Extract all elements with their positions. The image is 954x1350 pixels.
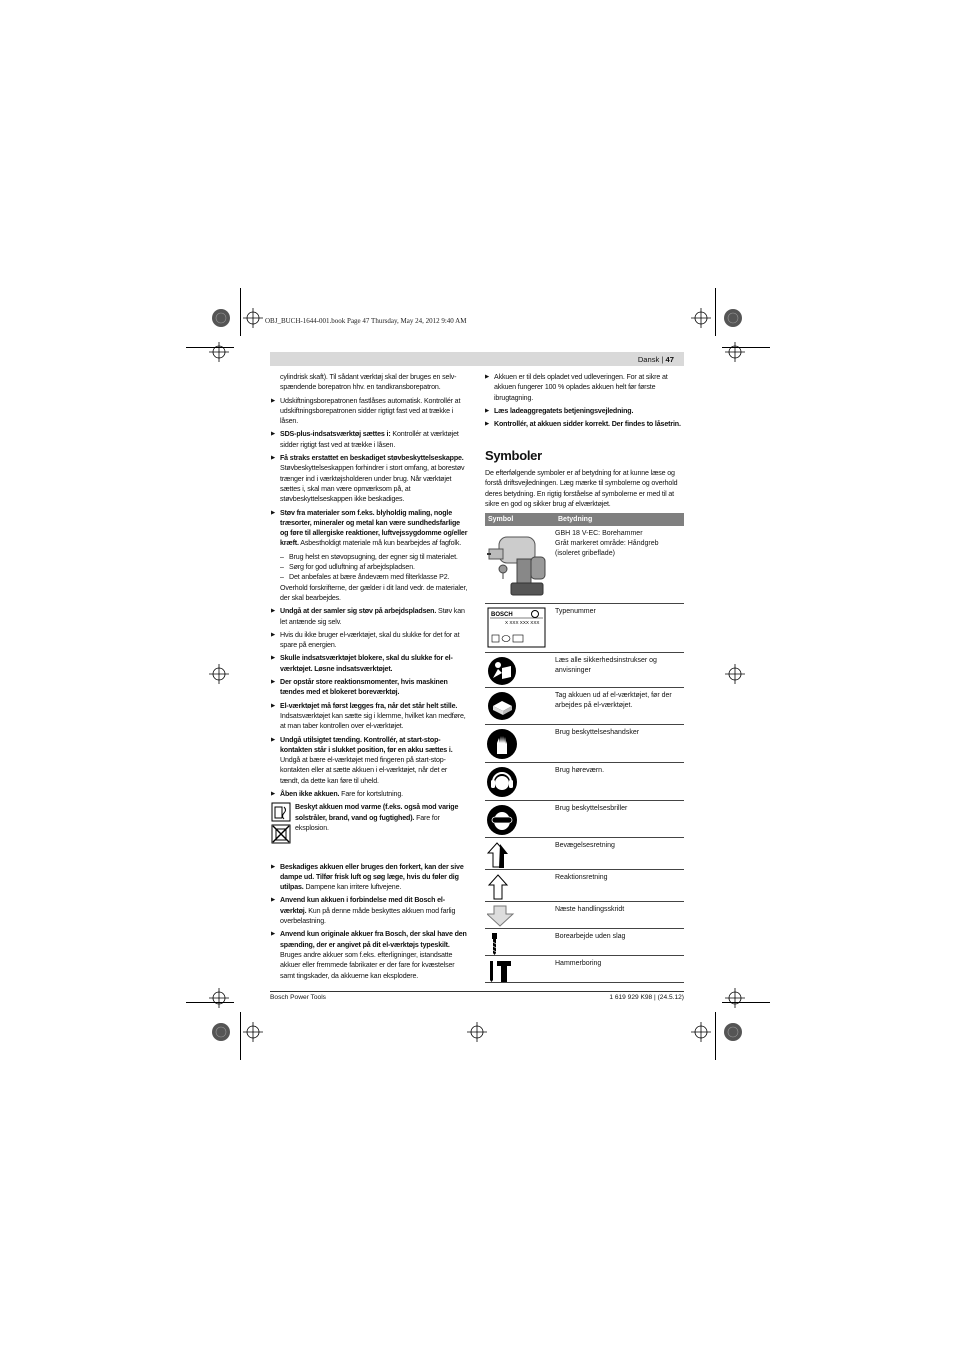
bullet: ▶ Kontrollér, at akkuen sidder korrekt. Der findes to låsetrin. xyxy=(485,419,685,429)
symbol-meaning-detail: Gråt markeret område: Håndgreb (isoleret gribeflade) xyxy=(555,540,659,557)
symbol-meaning: Bevægelsesretning xyxy=(555,842,615,849)
table-row xyxy=(485,838,684,870)
intro-paragraph: De efterfølgende symboler er af betydning for at kunne læse og forstå driftsvejledningen. Læg mærke til symbolerne og overhold deres betydning. En rigtig forståelse af symbolerne er med til at sikre en god og sikker brug af elværktøjet. xyxy=(485,469,678,508)
right-column xyxy=(485,372,685,432)
page-header: Dansk | 47 xyxy=(637,355,674,364)
symbol-meaning: Brug høreværn. xyxy=(555,767,605,774)
dash-item: – Brug helst en støvopsugning, der egner sig til materialet. xyxy=(271,552,468,562)
footer-rule xyxy=(270,991,684,992)
table-row xyxy=(485,801,684,838)
page-number: 47 xyxy=(665,355,674,364)
footer-left: Bosch Power Tools xyxy=(270,994,326,1001)
type-plate-number: X XXX XXX XXX xyxy=(505,620,540,625)
bullet: ▶ Undgå utilsigtet tænding. Kontrollér, at start-stop-kontakten står i slukket position, før en akku sættes i. Undgå at bære el-værktøjet med fingeren på start-stop-kontakten eller at sætte akkuen i el-værktøjet, når det er tændt, da dette kan føre til uheld. xyxy=(271,735,468,786)
table-row xyxy=(485,526,684,604)
symbol-meaning: Borearbejde uden slag xyxy=(555,933,626,940)
bullet: ▶ Skulle indsatsværktøjet blokere, skal du slukke for el-værktøjet. Løsne indsatsværktøjet. xyxy=(271,653,468,674)
protective-gloves-icon xyxy=(487,728,519,760)
paragraph: Overhold forskrifterne, der gælder i dit land vedr. de materialer, der skal bearbejdes. xyxy=(280,583,468,602)
bullet: ▶ Anvend kun akkuen i forbindelse med dit Bosch el-værktøj. Kun på denne måde beskyttes akkuen mod farlig overbelastning. xyxy=(271,895,468,926)
remove-battery-icon xyxy=(487,691,519,721)
symbol-meaning: Næste handlingsskridt xyxy=(555,906,625,913)
symbol-meaning: Brug beskyttelseshandsker xyxy=(555,729,640,736)
table-row xyxy=(485,763,684,801)
bullet: ▶ Få straks erstattet en beskadiget støvbeskyttelseskappe. Støvbeskyttelseskappen forhindrer i stort omfang, at borestøv trænger ind i værktøjsholderen under brug. Når værktøjet sættes i, skal man være opmærksom på, at støvbeskyttelseskappen ikke beskadiges. xyxy=(271,453,468,504)
bullet: ▶ Hvis du ikke bruger el-værktøjet, skal du slukke for det for at spare på energien. xyxy=(271,630,468,651)
bullet: ▶ Undgå at der samler sig støv på arbejdspladsen. Støv kan let antænde sig selv. xyxy=(271,606,468,627)
column-header-symbol: Symbol xyxy=(488,516,514,523)
table-row xyxy=(485,929,684,956)
symbol-meaning: GBH 18 V-EC: Borehammer xyxy=(555,530,643,537)
symbol-meaning: Brug beskyttelsesbriller xyxy=(555,805,628,812)
next-step-arrow-icon xyxy=(487,905,515,927)
direction-of-motion-arrow-icon xyxy=(487,841,511,869)
table-row xyxy=(485,870,684,902)
reaction-direction-arrow-icon xyxy=(487,873,511,901)
read-manual-icon xyxy=(487,656,519,686)
table-row xyxy=(485,956,684,983)
bullet: ▶ Åben ikke akkuen. Fare for kortslutning. xyxy=(271,789,468,799)
bullet: ▶ El-værktøjet må først lægges fra, når det står helt stille. Indsatsværktøjet kan sætte sig i klemme, hvilket kan medføre, at man taber kontrollen over el-værktøjet. xyxy=(271,701,468,732)
table-row xyxy=(485,653,684,688)
bullet: ▶ Udskiftningsborepatronen fastlåses automatisk. Kontrollér at udskiftningsborepatronen sidder rigtigt fast ved at trække i låsen. xyxy=(271,396,468,427)
dash-item: – Sørg for god udluftning af arbejdspladsen. xyxy=(271,562,468,572)
symbol-meaning: Hammerboring xyxy=(555,960,602,967)
symbol-table xyxy=(485,513,684,983)
type-plate-icon xyxy=(487,607,547,649)
hammer-drilling-icon xyxy=(487,959,513,983)
left-column xyxy=(271,372,468,984)
section-heading: Symboler xyxy=(485,448,542,463)
rotary-hammer-icon xyxy=(487,529,551,599)
footer-right: 1 619 929 K98 | (24.5.12) xyxy=(609,994,684,1001)
column-header-meaning: Betydning xyxy=(558,516,593,523)
type-plate-brand: BOSCH xyxy=(491,612,513,618)
bullet: ▶ Akkuen er til dels opladet ved udleveringen. For at sikre at akkuen fungerer 100 % oplades akkuen helt før første ibrugtagning. xyxy=(485,372,685,403)
drilling-without-impact-icon xyxy=(487,932,503,956)
table-row xyxy=(485,725,684,763)
table-row xyxy=(485,688,684,725)
symbol-meaning: Læs alle sikkerhedsinstrukser og anvisninger xyxy=(555,657,657,674)
header-bar xyxy=(270,352,684,366)
battery-warning-block: Beskyt akkuen mod varme (f.eks. også mod varige solstråler, brand, vand og fugtighed). Fare for eksplosion. xyxy=(271,802,468,847)
bullet: ▶ Der opstår store reaktionsmomenter, hvis maskinen tændes med et blokeret boreværktøj. xyxy=(271,677,468,698)
bullet: ▶ Beskadiges akkuen eller bruges den forkert, kan der sive dampe ud. Tilfør frisk luft og søg læge, hvis du føler dig utilpas. Dampene kan irritere luftvejene. xyxy=(271,862,468,893)
bullet: ▶ Støv fra materialer som f.eks. blyholdig maling, nogle træsorter, mineraler og metal kan være sundhedsfarlige og føre til allergiske reaktioner, luftvejssygdomme og/eller kræft. Asbestholdigt materiale må kun bearbejdes af fagfolk. xyxy=(271,508,468,549)
table-header xyxy=(485,513,684,526)
bullet: ▶ Læs ladeaggregatets betjeningsvejledning. xyxy=(485,406,685,416)
symbol-meaning: Reaktionsretning xyxy=(555,874,608,881)
hearing-protection-icon xyxy=(487,766,519,798)
bullet: ▶ SDS-plus-indsatsværktøj sættes i: Kontrollér at værktøjet sidder rigtigt fast ved at trække i låsen. xyxy=(271,429,468,450)
symbol-meaning: Typenummer xyxy=(555,608,596,615)
language-label: Dansk xyxy=(637,355,660,364)
safety-goggles-icon xyxy=(487,804,519,836)
dash-item: – Det anbefales at bære åndeværn med filterklasse P2. xyxy=(271,572,468,582)
symbol-meaning: Tag akkuen ud af el-værktøjet, før der arbejdes på el-værktøjet. xyxy=(555,692,672,709)
paragraph: cylindrisk skaft). Til sådant værktøj skal der bruges en selv-spændende borepatron hhv. en tandkransborepatron. xyxy=(280,373,457,392)
table-row xyxy=(485,604,684,653)
battery-heat-warning-icon xyxy=(271,802,291,844)
file-info: OBJ_BUCH-1644-001.book Page 47 Thursday, May 24, 2012 9:40 AM xyxy=(265,317,467,325)
table-row xyxy=(485,902,684,929)
bullet: ▶ Anvend kun originale akkuer fra Bosch, der skal have den spænding, der er angivet på dit el-værktøjs typeskilt. Bruges andre akkuer som f.eks. efterligninger, istandsatte akkuer eller fremmede fabrikater er der fare for kvæstelser samt tingskader, da akkuerne kan eksplodere. xyxy=(271,929,468,980)
